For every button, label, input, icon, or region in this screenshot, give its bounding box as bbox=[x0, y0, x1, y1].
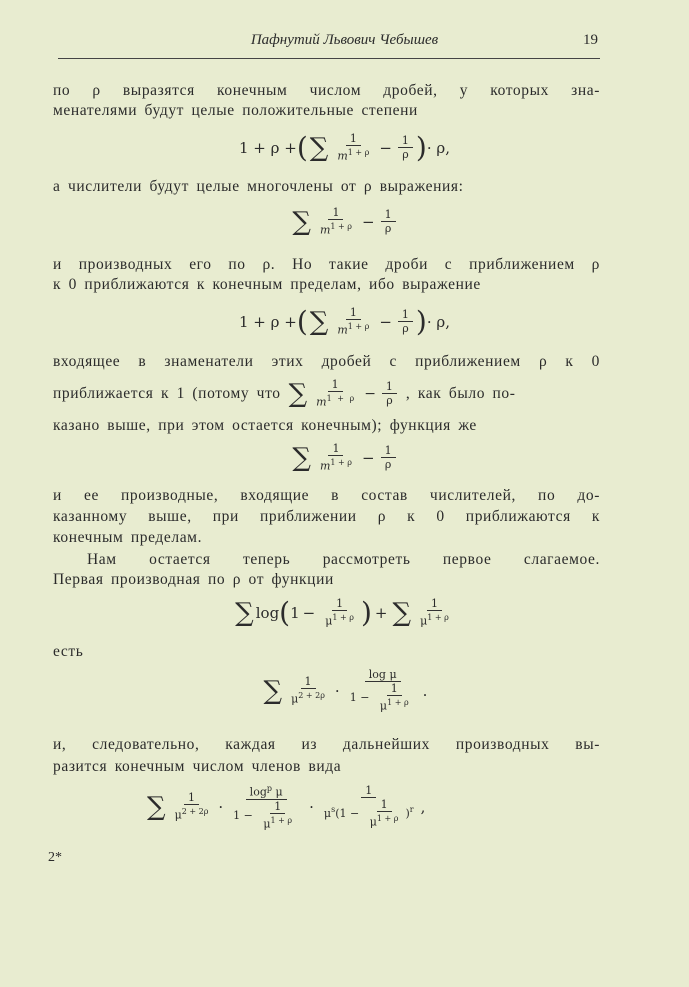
fraction: $\frac{1}{m^{1 + \rho}}$ bbox=[319, 442, 352, 473]
text-line: и производных его по ρ. Но такие дроби с приближением ρ bbox=[53, 256, 600, 273]
sum-symbol: ∑ bbox=[263, 675, 283, 706]
sum-symbol: ∑ bbox=[288, 378, 308, 409]
fraction: $\frac{1}{\rho}$ bbox=[381, 444, 396, 472]
text-line: казанному выше, при приближении ρ к 0 приближаются к bbox=[53, 508, 600, 525]
sum-symbol: ∑ bbox=[392, 597, 412, 628]
f-paren: ( bbox=[279, 595, 291, 629]
fraction: $\frac{1}{m^{1 + \rho}}$ bbox=[316, 378, 355, 409]
formula-4 bbox=[0, 442, 689, 474]
f-paren: ( bbox=[296, 304, 308, 338]
text-line: конечным пределам. bbox=[53, 529, 203, 546]
text-line: по ρ выразятся конечным числом дробей, у которых зна- bbox=[53, 82, 600, 99]
formula-2 bbox=[0, 206, 689, 238]
text-line: и ее производные, входящие в состав числителей, по до- bbox=[53, 487, 600, 504]
f-op: − bbox=[302, 603, 316, 622]
fraction: $\frac{1}{m^{1 + \rho}}$ bbox=[337, 306, 370, 337]
f-text: . bbox=[422, 681, 428, 700]
fraction: $\frac{1}{\rho}$ bbox=[382, 380, 397, 408]
sum-symbol: ∑ bbox=[292, 206, 311, 237]
fraction: $\frac{1}{\mu^{1 + \rho}}$ bbox=[420, 597, 449, 628]
fraction: 1 $\mu^s(1$ − $\frac{1}{\mu^{1 + \rho}}$ )$^r$ bbox=[323, 783, 414, 829]
fraction: $\frac{1}{\rho}$ bbox=[398, 134, 413, 162]
formula-3 bbox=[0, 306, 689, 338]
formula-6 bbox=[0, 668, 689, 714]
text-line: и, следовательно, каждая из дальнейших производных вы- bbox=[53, 736, 600, 753]
fraction: $\frac{1}{m^{1 + \rho}}$ bbox=[319, 206, 352, 237]
f-text: 1 + ρ + bbox=[239, 312, 297, 331]
f-paren: ) bbox=[360, 595, 372, 629]
f-op: + bbox=[374, 603, 388, 622]
text-line: есть bbox=[53, 643, 84, 660]
text-line: а числители будут целые многочлены от ρ выражения: bbox=[53, 178, 464, 195]
signature-mark: 2* bbox=[48, 850, 62, 865]
f-op: · bbox=[334, 681, 340, 700]
f-paren: ( bbox=[296, 130, 308, 164]
sum-symbol: ∑ bbox=[292, 442, 311, 473]
f-text: , bbox=[420, 797, 426, 816]
fraction: log μ 1 − $\frac{1}{\mu^{1 + \rho}}$ bbox=[349, 668, 409, 713]
f-op: − bbox=[379, 138, 392, 157]
f-paren: ) bbox=[415, 304, 427, 338]
formula-5 bbox=[0, 597, 689, 629]
text-line: к 0 приближаются к конечным пределам, ибо выражение bbox=[53, 276, 481, 293]
sum-symbol: ∑ bbox=[309, 132, 329, 163]
text-segment: приближается к 1 (потому что bbox=[53, 384, 281, 402]
text-line: разится конечным числом членов вида bbox=[53, 758, 342, 775]
sum-symbol: ∑ bbox=[235, 597, 254, 628]
running-header-title: Пафнутий Львович Чебышев bbox=[250, 32, 439, 48]
text-segment: , как было по- bbox=[405, 384, 516, 402]
f-text: · ρ, bbox=[426, 312, 450, 331]
text-line: казано выше, при этом остается конечным); функция же bbox=[53, 417, 477, 434]
fraction: $\log^p \mu$ 1 − $\frac{1}{\mu^{1 + \rho}}$ bbox=[233, 784, 293, 831]
f-op: − bbox=[362, 212, 375, 231]
header-rule bbox=[58, 58, 600, 59]
inline-formula bbox=[287, 378, 400, 410]
text-line: Первая производная по ρ от функции bbox=[53, 571, 334, 588]
page-number: 19 bbox=[583, 32, 598, 48]
f-op: − bbox=[362, 448, 375, 467]
fraction: $\frac{1}{\mu^{2 + 2\rho}}$ bbox=[174, 790, 209, 822]
f-text: · ρ, bbox=[426, 138, 450, 157]
fraction: $\frac{1}{m^{1 + \rho}}$ bbox=[337, 132, 370, 163]
sum-symbol: ∑ bbox=[147, 791, 166, 822]
fraction: $\frac{1}{\rho}$ bbox=[398, 308, 413, 336]
sum-symbol: ∑ bbox=[309, 306, 329, 337]
formula-1 bbox=[0, 132, 689, 164]
text-line: входящее в знаменатели этих дробей с приближением ρ к 0 bbox=[53, 353, 600, 370]
f-op: − bbox=[364, 385, 376, 402]
text-line: Нам остается теперь рассмотреть первое слагаемое. bbox=[87, 551, 600, 568]
text-line bbox=[53, 378, 600, 410]
fraction: $\frac{1}{\rho}$ bbox=[381, 208, 396, 236]
f-op: · bbox=[218, 797, 224, 816]
f-text: 1 bbox=[290, 603, 300, 622]
f-text: 1 + ρ + bbox=[239, 138, 297, 157]
text-line: менателями будут целые положительные степени bbox=[53, 102, 418, 119]
formula-7 bbox=[0, 782, 689, 831]
f-text: log bbox=[255, 603, 280, 622]
f-paren: ) bbox=[415, 130, 427, 164]
fraction: $\frac{1}{\mu^{2 + 2\rho}}$ bbox=[291, 675, 325, 706]
f-op: − bbox=[379, 312, 392, 331]
f-op: · bbox=[309, 797, 314, 816]
fraction: $\frac{1}{\mu^{1 + \rho}}$ bbox=[325, 597, 354, 628]
